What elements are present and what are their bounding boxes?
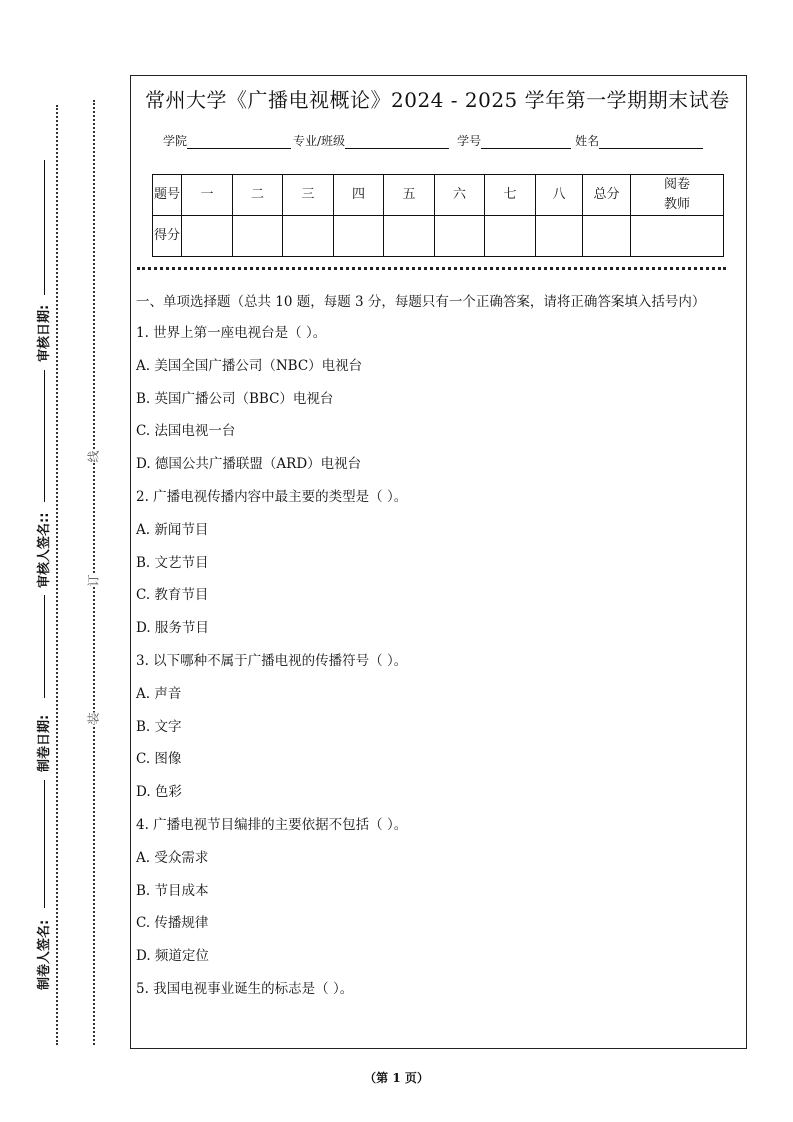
- answer-option: B. 英国广播公司（BBC）电视台: [136, 390, 334, 407]
- row-label-score: 得分: [153, 216, 182, 257]
- exam-frame: [130, 75, 747, 1049]
- maker-sign-label: 制卷人签名:: [37, 919, 52, 990]
- score-cell[interactable]: [182, 216, 233, 257]
- answer-option: A. 美国全国广播公司（NBC）电视台: [136, 357, 363, 374]
- answer-option: D. 德国公共广播联盟（ARD）电视台: [136, 456, 362, 473]
- bind-pack-char: 装: [86, 712, 101, 725]
- name-label: 姓名: [575, 134, 600, 148]
- score-cell[interactable]: [631, 216, 724, 257]
- score-cell[interactable]: [384, 216, 435, 257]
- student-id-label: 学号: [457, 134, 482, 148]
- answer-option: B. 文艺节目: [136, 554, 209, 571]
- answer-option: A. 受众需求: [136, 849, 209, 866]
- question-stem: 3. 以下哪种不属于广播电视的传播符号（ ）。: [136, 652, 408, 669]
- col-header: 三: [283, 175, 334, 216]
- reviewer-sign-line: [44, 370, 45, 502]
- answer-option: A. 新闻节目: [136, 521, 209, 538]
- score-cell[interactable]: [583, 216, 631, 257]
- answer-option: C. 图像: [136, 751, 182, 768]
- answer-option: D. 频道定位: [136, 948, 209, 965]
- separator-dotted: [137, 267, 726, 270]
- score-cell[interactable]: [435, 216, 485, 257]
- col-header: 二: [233, 175, 283, 216]
- score-cell[interactable]: [233, 216, 283, 257]
- question-stem: 1. 世界上第一座电视台是（ ）。: [136, 325, 327, 341]
- make-date-line: [44, 595, 45, 698]
- reviewer-sign-label: 审核人签名::: [37, 512, 52, 588]
- col-header: 一: [182, 175, 233, 216]
- dotted-line: [56, 105, 58, 1045]
- col-header: 总分: [583, 175, 631, 216]
- answer-option: C. 传播规律: [136, 915, 209, 932]
- col-header: 四: [334, 175, 384, 216]
- exam-title: 常州大学《广播电视概论》2024 - 2025 学年第一学期期末试卷: [145, 88, 730, 112]
- score-cell[interactable]: [485, 216, 536, 257]
- student-id-field[interactable]: [481, 134, 571, 149]
- score-cell[interactable]: [536, 216, 583, 257]
- college-label: 学院: [163, 134, 188, 148]
- binding-dotted-line: [93, 100, 95, 1045]
- col-header: 七: [485, 175, 536, 216]
- major-label: 专业/班级: [293, 134, 346, 148]
- col-header: 阅卷教师: [631, 175, 724, 216]
- make-date-label: 制卷日期:: [37, 714, 52, 772]
- maker-sign-line: [44, 780, 45, 908]
- college-field[interactable]: [187, 134, 291, 149]
- answer-option: C. 法国电视一台: [136, 423, 236, 440]
- student-info: [163, 132, 705, 149]
- answer-option: B. 节目成本: [136, 882, 209, 899]
- question-stem: 5. 我国电视事业诞生的标志是（ ）。: [136, 980, 354, 997]
- bind-line-char: 线: [86, 450, 101, 463]
- question-section: [136, 292, 738, 1012]
- review-date-label: 审核日期:: [37, 304, 52, 362]
- score-cell[interactable]: [283, 216, 334, 257]
- page-number: （第 1 页）: [364, 1071, 429, 1085]
- answer-option: C. 教育节目: [136, 587, 209, 604]
- bind-order-char: 订: [86, 574, 101, 587]
- name-field[interactable]: [599, 134, 703, 149]
- question-stem: 4. 广播电视节目编排的主要依据不包括（ ）。: [136, 816, 408, 833]
- answer-option: B. 文字: [136, 718, 182, 735]
- answer-option: A. 声音: [136, 685, 182, 702]
- major-field[interactable]: [345, 134, 449, 149]
- question-stem: 2. 广播电视传播内容中最主要的类型是（ ）。: [136, 488, 408, 505]
- section-heading: 一、单项选择题（总共 10 题，每题 3 分，每题只有一个正确答案，请将正确答案填入括号内）: [136, 294, 706, 310]
- col-header: 六: [435, 175, 485, 216]
- row-label-question: 题号: [153, 175, 182, 216]
- score-cell[interactable]: [334, 216, 384, 257]
- col-header: 八: [536, 175, 583, 216]
- col-header: 五: [384, 175, 435, 216]
- score-table: [152, 174, 724, 257]
- review-date-line: [44, 160, 45, 295]
- answer-option: D. 色彩: [136, 784, 182, 801]
- answer-option: D. 服务节目: [136, 620, 209, 637]
